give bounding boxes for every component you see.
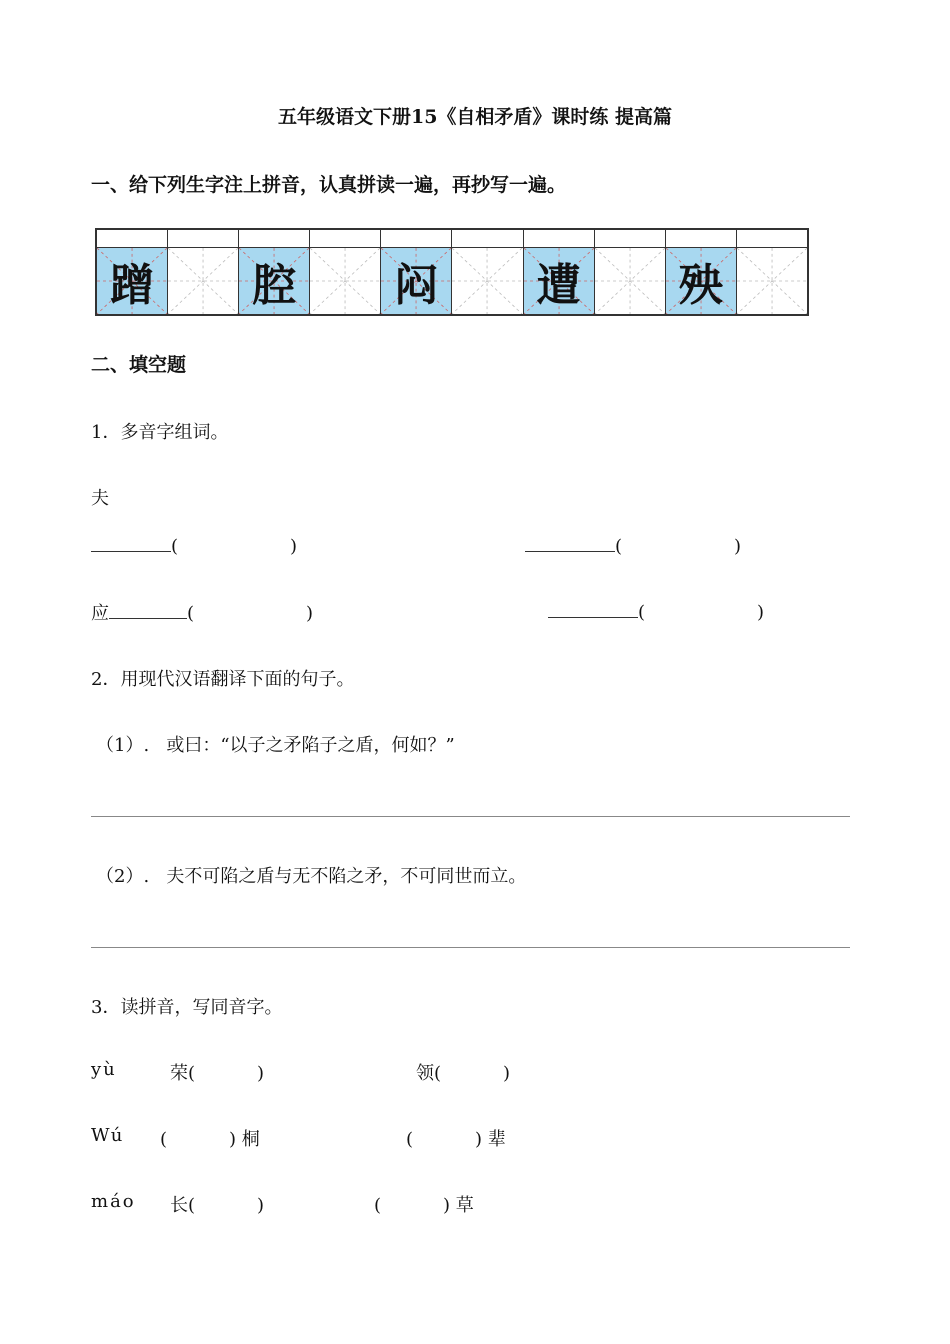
- polyphone-char-fu: 夫: [91, 488, 109, 509]
- answer-line[interactable]: [91, 947, 850, 948]
- grid-cell-blank[interactable]: [167, 230, 238, 314]
- grid-cell-blank[interactable]: [309, 230, 380, 314]
- grid-cell-blank[interactable]: [736, 230, 807, 314]
- pinyin-box[interactable]: [524, 230, 594, 248]
- question-3-label: 3．读拼音，写同音字。: [91, 997, 283, 1018]
- answer-line[interactable]: [91, 816, 850, 817]
- page-title: 五年级语文下册15《自相矛盾》课时练 提高篇: [277, 106, 673, 128]
- grid-character: 殃: [678, 260, 723, 311]
- grid-cell-char: [523, 230, 594, 314]
- section1-heading: 一、给下列生字注上拼音，认真拼读一遍，再抄写一遍。: [91, 174, 567, 196]
- answer-blank[interactable]: [109, 600, 187, 619]
- answer-blank[interactable]: [91, 533, 171, 552]
- pinyin-box[interactable]: [595, 230, 665, 248]
- grid-character: 闷: [394, 260, 439, 311]
- homophone-blank: 领( ): [416, 1063, 511, 1084]
- pinyin-label: yù: [91, 1059, 117, 1080]
- writing-grid: [95, 228, 809, 316]
- pinyin-label: Wú: [91, 1125, 125, 1146]
- sentence-2: [96, 862, 526, 888]
- pinyin-box[interactable]: [97, 230, 167, 248]
- sentence-number: （1）.: [96, 735, 150, 756]
- grid-character: 遭: [536, 260, 581, 311]
- pinyin-label: máo: [91, 1191, 136, 1212]
- homophone-blank: 荣( ): [170, 1063, 265, 1084]
- homophone-blank: ( ) 辈: [406, 1129, 506, 1150]
- pinyin-box[interactable]: [452, 230, 522, 248]
- sentence-text: 或曰：“以子之矛陷子之盾，何如？”: [166, 735, 455, 756]
- grid-cell-char: [238, 230, 309, 314]
- grid-cell-blank[interactable]: [451, 230, 522, 314]
- answer-row: 应 ( ): [91, 599, 313, 625]
- answer-row: ( ): [548, 599, 764, 623]
- answer-blank[interactable]: [525, 533, 615, 552]
- answer-row: ( ): [525, 533, 741, 557]
- answer-row: ( ): [91, 533, 297, 557]
- section2-heading: 二、填空题: [91, 354, 187, 376]
- pinyin-box[interactable]: [381, 230, 451, 248]
- grid-cell-char: [380, 230, 451, 314]
- question-1-label: 1．多音字组词。: [91, 422, 229, 443]
- homophone-blank: ( ) 桐: [160, 1129, 260, 1150]
- sentence-text: 夫不可陷之盾与无不陷之矛，不可同世而立。: [166, 866, 527, 887]
- pinyin-box[interactable]: [666, 230, 736, 248]
- sentence-1: [96, 731, 455, 757]
- homophone-blank: ( ) 草: [374, 1195, 474, 1216]
- polyphone-char-ying: 应: [91, 603, 109, 624]
- pinyin-box[interactable]: [310, 230, 380, 248]
- pinyin-box[interactable]: [168, 230, 238, 248]
- grid-cell-char: [97, 230, 167, 314]
- grid-character: 蹭: [110, 260, 155, 311]
- answer-blank[interactable]: [548, 599, 638, 618]
- question-2-label: 2．用现代汉语翻译下面的句子。: [91, 669, 355, 690]
- grid-cell-char: [665, 230, 736, 314]
- pinyin-box[interactable]: [737, 230, 807, 248]
- sentence-number: （2）.: [96, 866, 150, 887]
- grid-character: 腔: [252, 260, 297, 311]
- pinyin-box[interactable]: [239, 230, 309, 248]
- homophone-blank: 长( ): [170, 1195, 265, 1216]
- grid-cell-blank[interactable]: [594, 230, 665, 314]
